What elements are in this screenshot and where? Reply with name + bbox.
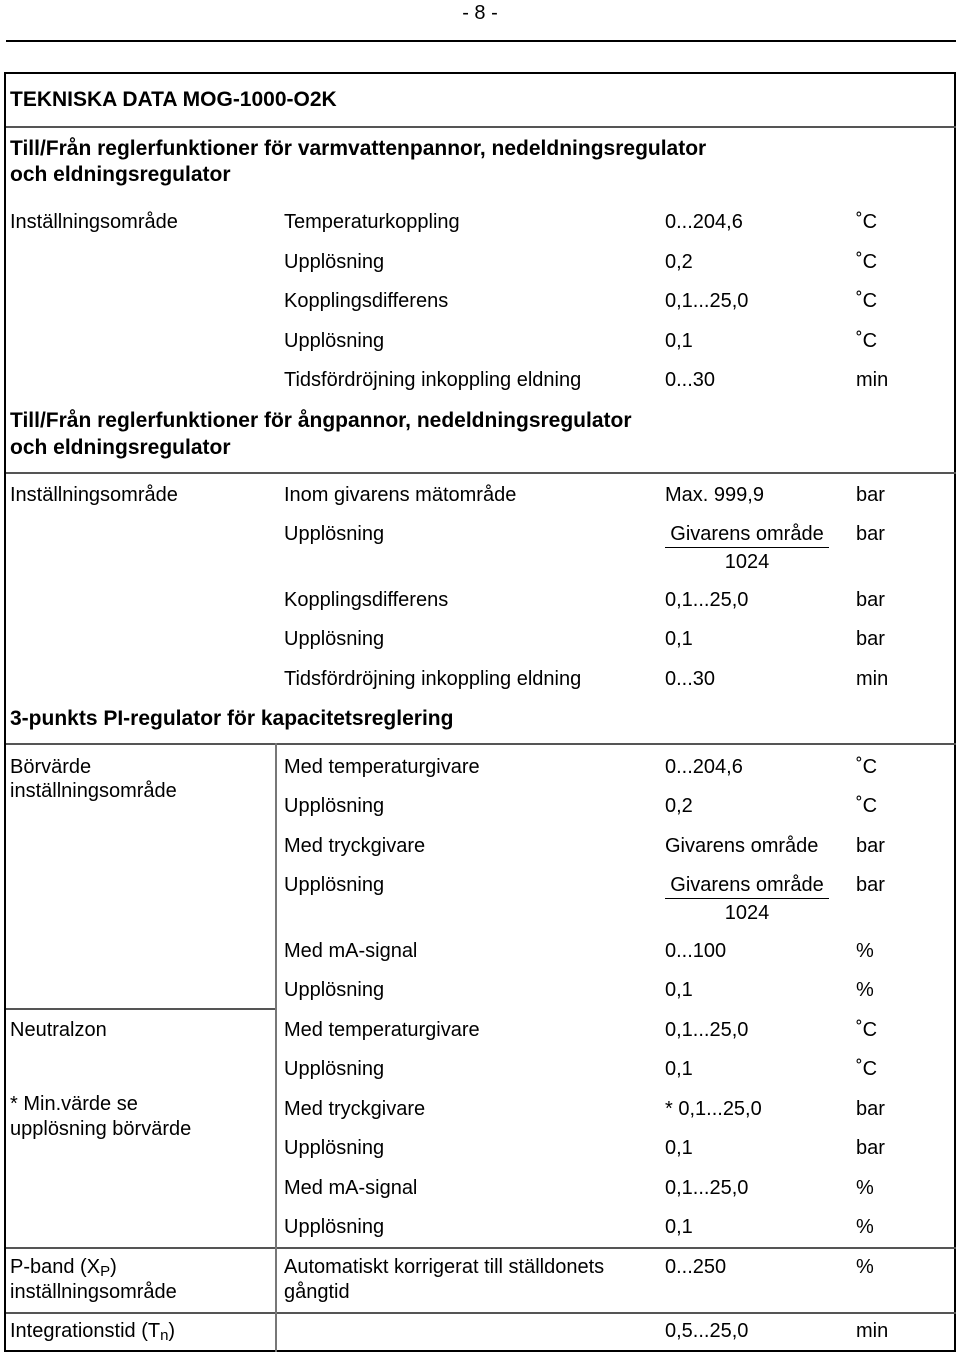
param-unit: % <box>856 1177 874 1199</box>
integration-label-sub: n <box>160 1327 169 1344</box>
header-rule <box>6 40 956 42</box>
borvarde-label: Börvärde <box>10 756 92 778</box>
param-unit: ˚C <box>856 756 878 778</box>
param-unit: bar <box>856 1098 885 1120</box>
param-unit: bar <box>856 1137 885 1159</box>
resolution-fraction <box>665 873 829 925</box>
param-name: Upplösning <box>284 1216 385 1238</box>
param-value: 0,2 <box>665 251 693 273</box>
param-name: Inom givarens mätområde <box>284 484 517 506</box>
param-value: 0...30 <box>665 668 716 690</box>
integration-label-suffix: ) <box>168 1320 176 1342</box>
section2-heading: och eldningsregulator <box>10 436 231 459</box>
param-unit: ˚C <box>856 211 878 233</box>
param-value: 0,1 <box>665 1058 693 1080</box>
section2-heading: Till/Från reglerfunktioner för ångpannor, nedeldningsregulator <box>10 409 632 432</box>
param-name: Med tryckgivare <box>284 1098 426 1120</box>
param-name: Upplösning <box>284 795 385 817</box>
pband-label-prefix: P-band (X <box>10 1256 101 1278</box>
param-name: Upplösning <box>284 523 385 545</box>
divider <box>6 126 956 128</box>
param-name: Tidsfördröjning inkoppling eldning <box>284 369 582 391</box>
param-unit: bar <box>856 523 885 545</box>
pband-label-suffix: ) <box>110 1256 117 1278</box>
param-unit: min <box>856 668 889 690</box>
param-unit: ˚C <box>856 795 878 817</box>
param-value: 0,1...25,0 <box>665 290 749 312</box>
fraction-denominator: 1024 <box>724 551 770 573</box>
neutralzon-label: Neutralzon <box>10 1019 107 1041</box>
param-unit: % <box>856 1216 874 1238</box>
param-name: Upplösning <box>284 330 385 352</box>
section1-heading: Till/Från reglerfunktioner för varmvattenpannor, nedeldningsregulator <box>10 137 707 160</box>
param-name: Kopplingsdifferens <box>284 589 449 611</box>
fraction-numerator: Givarens område <box>665 522 829 548</box>
param-unit: bar <box>856 874 885 896</box>
param-unit: % <box>856 940 874 962</box>
divider <box>6 1008 276 1010</box>
param-value: 0,1 <box>665 330 693 352</box>
section1-label: Inställningsområde <box>10 211 178 233</box>
param-unit: % <box>856 979 874 1001</box>
param-name: Upplösning <box>284 1058 385 1080</box>
param-value: 0...204,6 <box>665 756 743 778</box>
param-unit: bar <box>856 484 885 506</box>
page-number: - 8 - <box>462 2 498 24</box>
param-name: Med mA-signal <box>284 1177 418 1199</box>
param-unit: ˚C <box>856 1019 878 1041</box>
param-value: 0,5...25,0 <box>665 1320 749 1342</box>
param-value: 0,1 <box>665 628 693 650</box>
param-unit: bar <box>856 589 885 611</box>
param-unit: bar <box>856 835 885 857</box>
param-value: 0...30 <box>665 369 716 391</box>
param-name: Kopplingsdifferens <box>284 290 449 312</box>
column-divider <box>275 743 277 1352</box>
param-value: 0,2 <box>665 795 693 817</box>
fraction-denominator: 1024 <box>724 902 770 924</box>
divider <box>6 1247 956 1249</box>
fraction-numerator: Givarens område <box>665 873 829 899</box>
param-name: Upplösning <box>284 874 385 896</box>
param-value: * 0,1...25,0 <box>665 1098 762 1120</box>
param-name: Med temperaturgivare <box>284 756 480 778</box>
param-value: 0...204,6 <box>665 211 743 233</box>
param-name: Upplösning <box>284 979 385 1001</box>
page-title: TEKNISKA DATA MOG-1000-O2K <box>10 88 337 111</box>
param-unit: ˚C <box>856 1058 878 1080</box>
param-name: Upplösning <box>284 628 385 650</box>
param-name: Med tryckgivare <box>284 835 426 857</box>
param-unit: bar <box>856 628 885 650</box>
param-unit: ˚C <box>856 290 878 312</box>
param-name: Temperaturkoppling <box>284 211 460 233</box>
borvarde-label: inställningsområde <box>10 780 177 802</box>
param-name: Tidsfördröjning inkoppling eldning <box>284 668 582 690</box>
param-unit: ˚C <box>856 330 878 352</box>
neutralzon-note: * Min.värde se <box>10 1093 138 1115</box>
pband-label: inställningsområde <box>10 1281 177 1303</box>
param-unit: % <box>856 1256 874 1278</box>
param-value: 0,1...25,0 <box>665 589 749 611</box>
param-name: Med mA-signal <box>284 940 418 962</box>
param-unit: ˚C <box>856 251 878 273</box>
param-value: 0...250 <box>665 1256 727 1278</box>
param-unit: min <box>856 369 889 391</box>
param-name: Upplösning <box>284 251 385 273</box>
param-name: Med temperaturgivare <box>284 1019 480 1041</box>
param-name: Upplösning <box>284 1137 385 1159</box>
pband-label-sub: P <box>100 1263 111 1280</box>
section3-heading: 3-punkts PI-regulator för kapacitetsreglering <box>10 707 454 730</box>
neutralzon-note: upplösning börvärde <box>10 1118 192 1140</box>
divider <box>6 743 956 745</box>
integration-label <box>10 1319 175 1348</box>
divider <box>6 1312 956 1314</box>
param-value: 0,1 <box>665 979 693 1001</box>
param-value: 0,1...25,0 <box>665 1019 749 1041</box>
param-value: 0...100 <box>665 940 727 962</box>
param-value: Max. 999,9 <box>665 484 764 506</box>
section2-label: Inställningsområde <box>10 484 178 506</box>
param-value: Givarens område <box>665 835 819 857</box>
param-value: 0,1 <box>665 1216 693 1238</box>
param-value: 0,1 <box>665 1137 693 1159</box>
section1-heading: och eldningsregulator <box>10 163 231 186</box>
divider <box>6 472 956 474</box>
integration-label-prefix: Integrationstid (T <box>10 1320 161 1342</box>
param-value: 0,1...25,0 <box>665 1177 749 1199</box>
param-unit: min <box>856 1320 889 1342</box>
param-name: Automatiskt korrigerat till ställdonets <box>284 1256 605 1278</box>
param-name: gångtid <box>284 1281 350 1303</box>
resolution-fraction <box>665 522 829 574</box>
